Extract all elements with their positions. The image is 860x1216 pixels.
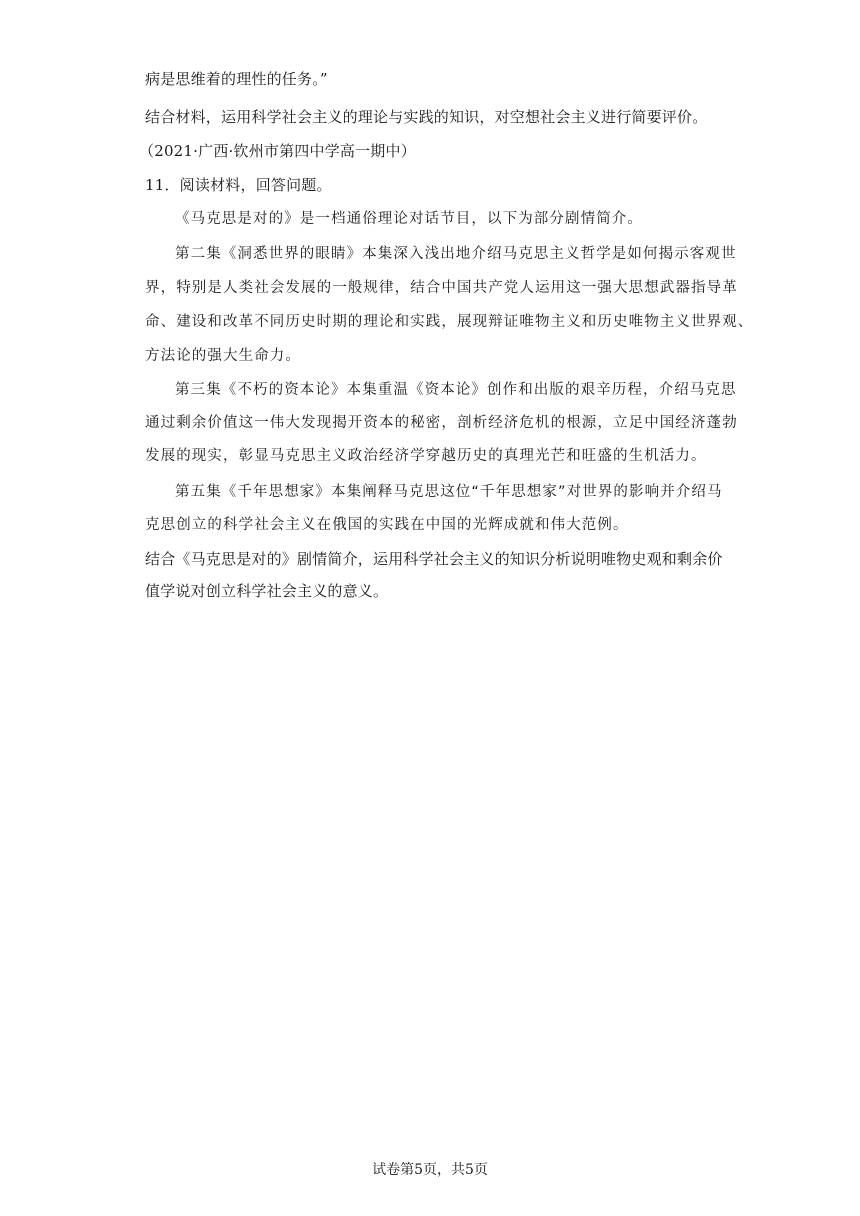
question-prompt: 结合材料，运用科学社会主义的理论与实践的知识，对空想社会主义进行简要评价。 — [145, 108, 708, 126]
question-source: （2021·广西·钦州市第四中学高一期中） — [139, 142, 416, 160]
material-paragraph-episode2: 方法论的强大生命力。 — [145, 348, 301, 364]
material-paragraph-episode5: 第五集《千年思想家》本集阐释马克思这位“千年思想家”对世界的影响并介绍马 — [175, 484, 723, 500]
material-paragraph-episode3: 第三集《不朽的资本论》本集重温《资本论》创作和出版的艰辛历程，介绍马克思 — [175, 382, 737, 398]
material-paragraph-intro: 《马克思是对的》是一档通俗理论对话节目，以下为部分剧情简介。 — [175, 211, 643, 227]
question-number-heading: 11．阅读材料，回答问题。 — [145, 176, 332, 194]
material-paragraph-episode2: 命、建设和改革不同历史时期的理论和实践，展现辩证唯物主义和历史唯物主义世界观、 — [145, 314, 754, 330]
material-paragraph-episode3: 发展的现实，彰显马克思主义政治经济学穿越历史的真理光芒和旺盛的生机活力。 — [145, 448, 707, 464]
question-prompt: 值学说对创立科学社会主义的意义。 — [145, 582, 389, 600]
material-paragraph-episode3: 通过剩余价值这一伟大发现揭开资本的秘密，剖析经济危机的根源，立足中国经济蓬勃 — [145, 415, 738, 431]
material-paragraph-episode5: 克思创立的科学社会主义在俄国的实践在中国的光辉成就和伟大范例。 — [145, 517, 629, 533]
page-number-footer: 试卷第5页，共5页 — [372, 1162, 488, 1178]
material-paragraph-episode2: 界，特别是人类社会发展的一般规律，结合中国共产党人运用这一强大思想武器指导革 — [145, 280, 738, 296]
material-paragraph-episode2: 第二集《洞悉世界的眼睛》本集深入浅出地介绍马克思主义哲学是如何揭示客观世 — [175, 246, 737, 262]
text-line: 病是思维着的理性的任务。” — [145, 70, 328, 88]
question-prompt: 结合《马克思是对的》剧情简介，运用科学社会主义的知识分析说明唯物史观和剩余价 — [145, 550, 723, 568]
